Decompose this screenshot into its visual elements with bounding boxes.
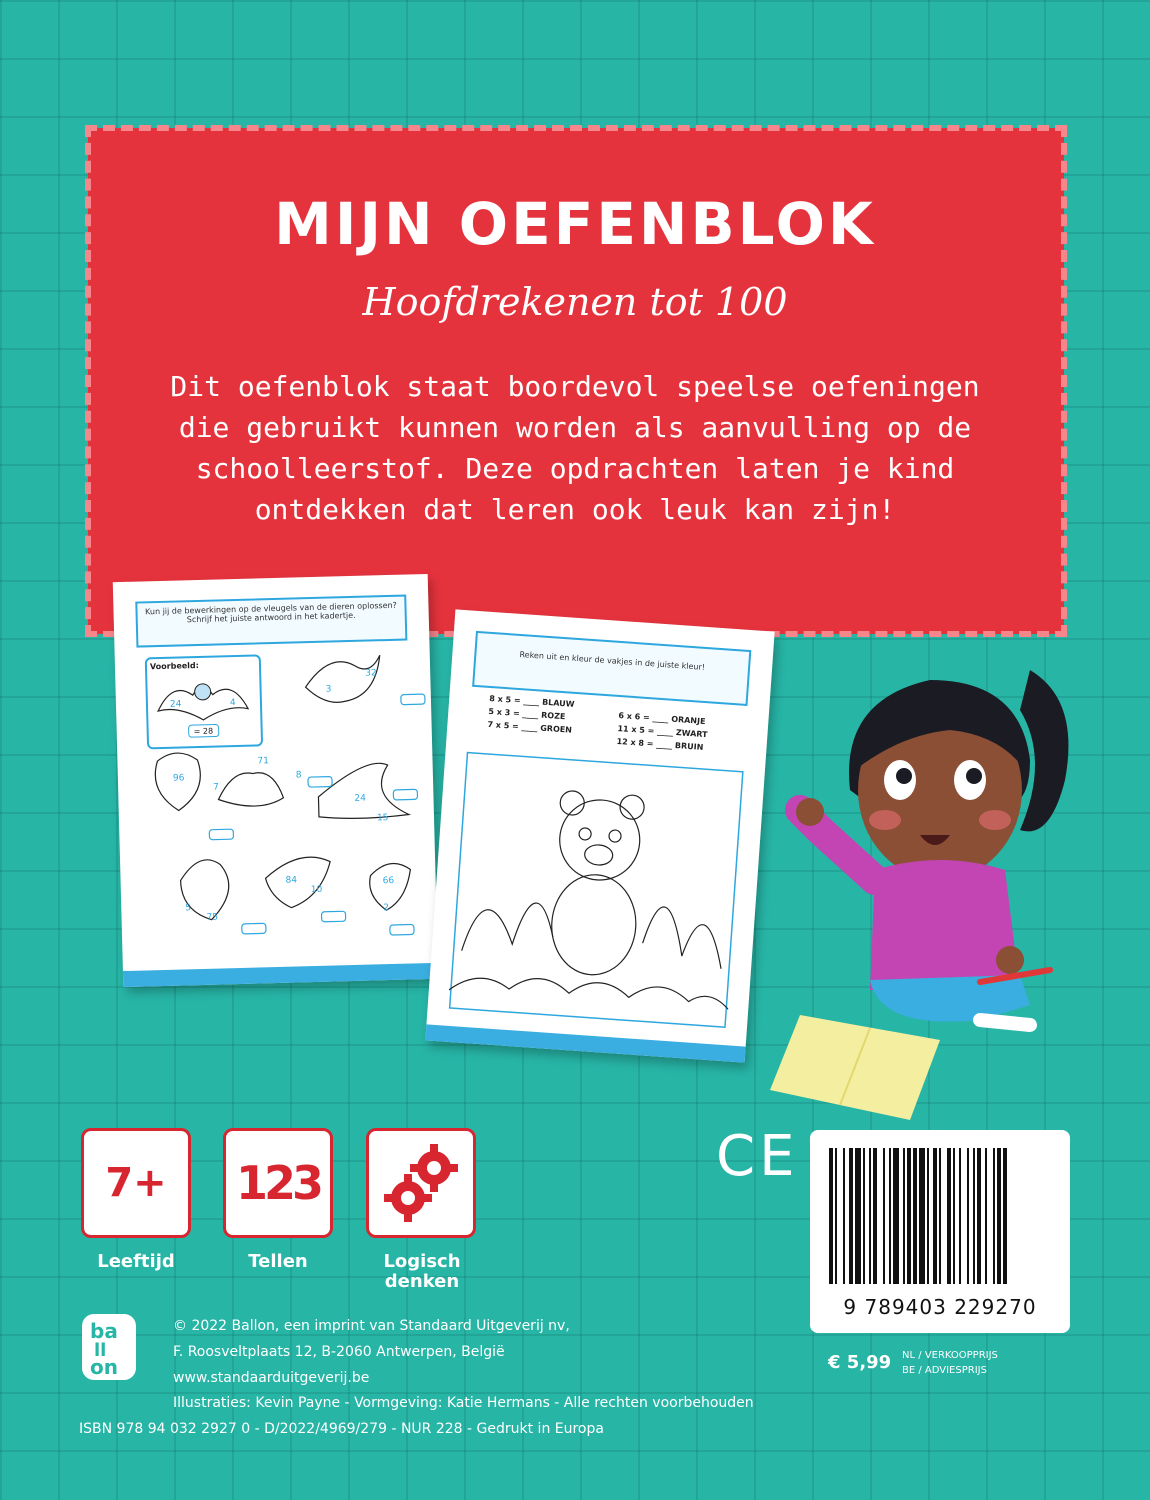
ws-num-9: 5 bbox=[185, 903, 192, 914]
example-number-2: 4 bbox=[229, 698, 236, 709]
equations-right bbox=[616, 709, 709, 754]
age-icon: 7+ bbox=[105, 1160, 167, 1206]
ws-num-8: 15 bbox=[376, 813, 389, 824]
credits-info bbox=[79, 1390, 754, 1442]
girl-illustration bbox=[780, 640, 1080, 1060]
worksheet-preview-left bbox=[113, 574, 438, 987]
age-badge bbox=[81, 1128, 191, 1238]
ce-mark: CE bbox=[716, 1124, 799, 1189]
publisher-line-2: F. Roosveltplaats 12, B-2060 Antwerpen, België bbox=[173, 1344, 505, 1360]
ws-num-2: 32 bbox=[365, 668, 377, 679]
ws-num-1: 3 bbox=[325, 684, 332, 695]
ws-num-14: 2 bbox=[383, 903, 390, 914]
ws-num-10: 75 bbox=[206, 912, 219, 923]
cover-description: Dit oefenblok staat boordevol speelse oefeningen die gebruikt kunnen worden als aanvulling op de schoolleerstof. Deze opdrachten laten je kind ontdekken dat leren ook leuk kan zijn! bbox=[170, 370, 980, 526]
publisher-line-1: © 2022 Ballon, een imprint van Standaard Uitgeverij nv, bbox=[173, 1318, 570, 1334]
barcode-digits: 9 789403 229270 bbox=[843, 1295, 1037, 1319]
equation-3: 7 x 5 = ____ GROEN bbox=[487, 719, 573, 735]
barcode-bars bbox=[825, 1148, 1055, 1288]
notebook-illustration bbox=[770, 1010, 950, 1130]
ws-num-13: 66 bbox=[382, 875, 395, 887]
animal-drawings bbox=[115, 644, 439, 982]
ws-num-6: 7 bbox=[213, 782, 220, 793]
bear-coloring-drawing bbox=[448, 750, 745, 1029]
barcode-panel bbox=[810, 1130, 1070, 1333]
worksheet-right-stripe bbox=[425, 1024, 745, 1062]
ws-num-12: 10 bbox=[310, 884, 323, 896]
count-badge-label: Tellen bbox=[248, 1251, 308, 1272]
publisher-info bbox=[173, 1313, 570, 1391]
worksheet-preview-right bbox=[425, 609, 774, 1062]
svg-text:on: on bbox=[90, 1355, 118, 1379]
publisher-line-5: ISBN 978 94 032 2927 0 - D/2022/4969/279 - NUR 228 - Gedrukt in Europa bbox=[79, 1421, 604, 1437]
numbers-icon: 123 bbox=[235, 1156, 321, 1210]
publisher-line-3: www.standaarduitgeverij.be bbox=[173, 1370, 370, 1386]
equations-left bbox=[487, 692, 575, 737]
ws-num-11: 84 bbox=[285, 875, 298, 886]
price-labels bbox=[902, 1348, 998, 1378]
worksheet-left-header: Kun jij de bewerkingen op de vleugels van de dieren oplossen? Schrijf het juiste antwoord in het kadertje. bbox=[135, 595, 407, 648]
equation-5: 11 x 5 = ____ ZWART bbox=[617, 723, 708, 740]
equation-2: 5 x 3 = ____ ROZE bbox=[488, 706, 566, 722]
age-badge-label: Leeftijd bbox=[97, 1251, 175, 1272]
ballon-logo-icon bbox=[80, 1312, 138, 1382]
ws-num-3: 71 bbox=[257, 756, 270, 767]
example-number-1: 24 bbox=[169, 699, 182, 710]
cover-subtitle: Hoofdrekenen tot 100 bbox=[362, 280, 788, 324]
equation-6: 12 x 8 = ____ BRUIN bbox=[616, 736, 704, 752]
cover-title: MIJN OEFENBLOK bbox=[274, 190, 876, 258]
example-label: Voorbeeld: bbox=[149, 660, 200, 672]
worksheet-right-header: Reken uit en kleur de vakjes in de juiste kleur! bbox=[472, 631, 751, 706]
equation-4: 6 x 6 = ____ ORANJE bbox=[618, 711, 706, 727]
gears-icon bbox=[376, 1138, 466, 1228]
ws-num-5: 96 bbox=[172, 773, 185, 784]
example-answer: = 28 bbox=[193, 726, 214, 737]
equation-1: 8 x 5 = ____ BLAUW bbox=[489, 693, 575, 709]
price-label-be: BE / ADVIESPRIJS bbox=[902, 1365, 987, 1376]
ws-num-4: 8 bbox=[295, 770, 302, 781]
logic-badge-label: Logisch denken bbox=[383, 1251, 461, 1292]
logic-badge bbox=[366, 1128, 476, 1238]
svg-text:ll: ll bbox=[94, 1340, 107, 1361]
count-badge bbox=[223, 1128, 333, 1238]
svg-text:ba: ba bbox=[90, 1319, 118, 1343]
price-amount: € 5,99 bbox=[828, 1352, 892, 1373]
publisher-line-4: Illustraties: Kevin Payne - Vormgeving: Katie Hermans - Alle rechten voorbehouden bbox=[173, 1395, 754, 1411]
ws-num-7: 24 bbox=[354, 793, 367, 804]
price-label-nl: NL / VERKOOPPRIJS bbox=[902, 1350, 998, 1361]
